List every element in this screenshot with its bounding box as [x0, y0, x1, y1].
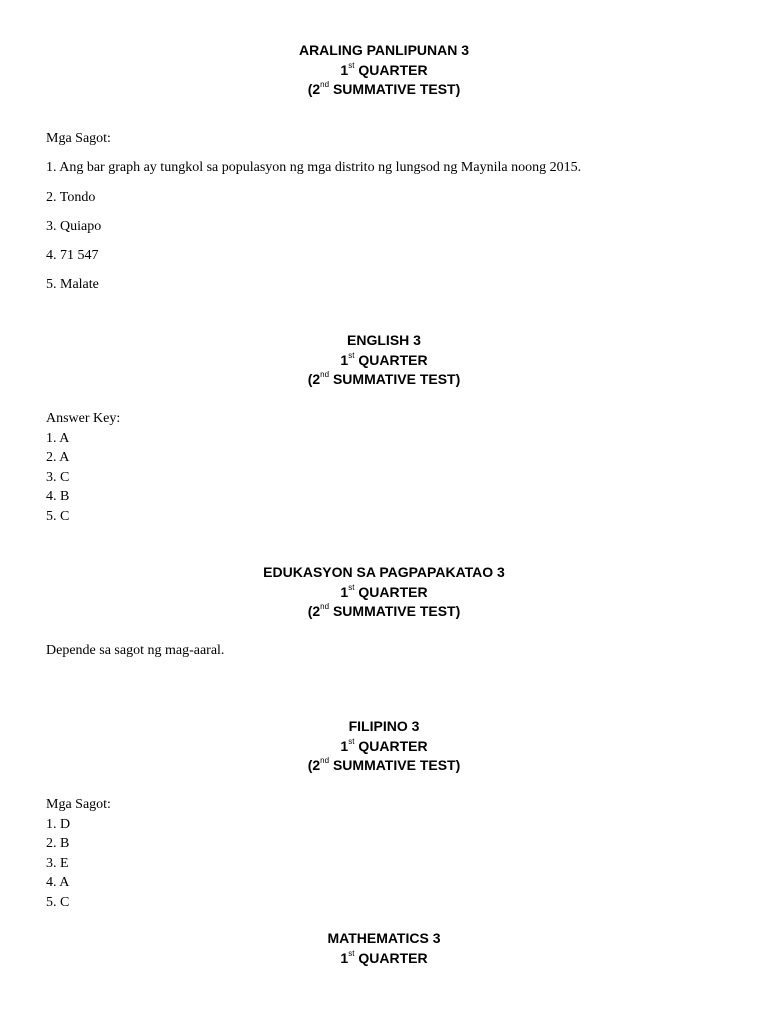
answer-line: 2. B — [46, 836, 70, 851]
answer-line: 4. B — [46, 489, 70, 504]
answer-line: 3. C — [46, 469, 70, 485]
answers-english — [46, 409, 726, 526]
answer-line: 5. Malate — [46, 277, 99, 293]
section-title: FILIPINO 3 — [348, 718, 420, 734]
section-test-label: (2nd SUMMATIVE TEST) — [307, 80, 461, 97]
section-test-label: (2nd SUMMATIVE TEST) — [307, 602, 461, 619]
answer-line: 3. E — [46, 855, 69, 871]
section-heading-english — [0, 331, 768, 390]
section-title: ENGLISH 3 — [347, 332, 421, 348]
answer-line: 2. Tondo — [46, 189, 96, 205]
answer-line: 4. A — [46, 875, 70, 890]
section-test-label: (2nd SUMMATIVE TEST) — [307, 370, 461, 387]
answer-line: 5. C — [46, 894, 70, 910]
answers-edukasyon-sa-pagpapakatao — [46, 641, 726, 661]
section-quarter: 1st QUARTER — [340, 948, 428, 966]
answer-line: 2. A — [46, 450, 70, 465]
section-heading-edukasyon-sa-pagpapakatao — [0, 563, 768, 622]
answer-line: 3. Quiapo — [46, 218, 102, 234]
answers-araling-panlipunan — [46, 124, 726, 300]
section-title: ARALING PANLIPUNAN 3 — [298, 42, 470, 58]
answer-line: 1. A — [46, 430, 70, 446]
section-heading-filipino — [0, 717, 768, 776]
section-heading-mathematics — [0, 929, 768, 968]
section-title: EDUKASYON SA PAGPAPAKATAO 3 — [263, 564, 505, 580]
section-heading-araling-panlipunan — [0, 41, 768, 100]
section-quarter: 1st QUARTER — [340, 350, 428, 368]
answers-intro: Depende sa sagot ng mag-aaral. — [46, 643, 225, 658]
answers-intro: Answer Key: — [46, 411, 121, 426]
section-test-label: (2nd SUMMATIVE TEST) — [307, 756, 461, 773]
answer-line: 4. 71 547 — [46, 248, 99, 264]
section-title: MATHEMATICS 3 — [327, 930, 441, 946]
section-quarter: 1st QUARTER — [340, 582, 428, 600]
answer-line: 1. Ang bar graph ay tungkol sa populasyon ng mga distrito ng lungsod ng Maynila noong 2015. — [46, 160, 582, 176]
answer-line: 1. D — [46, 816, 71, 832]
answers-intro: Mga Sagot: — [46, 131, 111, 146]
answers-filipino — [46, 795, 726, 912]
answer-line: 5. C — [46, 508, 70, 524]
answers-intro: Mga Sagot: — [46, 797, 111, 812]
section-quarter: 1st QUARTER — [340, 736, 428, 754]
section-quarter: 1st QUARTER — [340, 60, 428, 78]
